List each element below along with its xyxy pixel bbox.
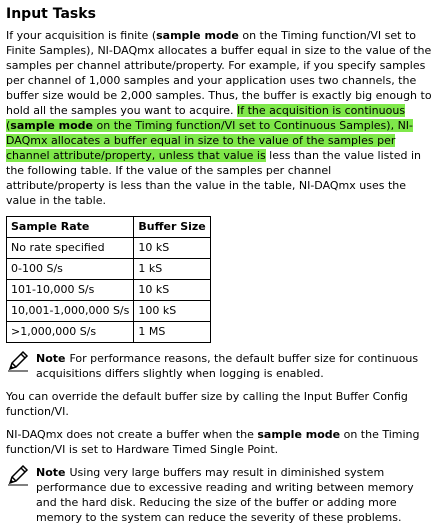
para1-text-d: less than the value listed in the following table. If the value of the samples per channel attribute/property is less than the value in the table, NI-DAQmx uses the value in the table. (6, 149, 421, 207)
table-row (7, 280, 211, 301)
table-row (7, 301, 211, 322)
header-sample-rate: Sample Rate (7, 217, 134, 238)
para3-text-c: on the Timing function/VI is set to Hardware Timed Single Point. (6, 428, 420, 456)
table-row (7, 322, 211, 343)
highlight-text-2: on the Timing function/VI set to Continuous Samples), NI-DAQmx allocates a buffer equal in size to the value of the samples per channel attribute/property, unless that value is (6, 119, 414, 162)
cell-buffer-size: 1 kS (134, 259, 210, 280)
para3-bold-sample-mode: sample mode (257, 428, 341, 441)
cell-sample-rate: No rate specified (7, 238, 134, 259)
note-body: Using very large buffers may result in diminished system performance due to excessive reading and writing between memory and the hard disk. Reducing the size of the buffer or adding more memory to the system can reduce the severity of these problems. (36, 466, 414, 524)
finite-continuous-paragraph (6, 28, 433, 208)
cell-sample-rate: 101-10,000 S/s (7, 280, 134, 301)
highlight-bold-sample-mode: sample mode (10, 119, 94, 132)
header-buffer-size: Buffer Size (134, 217, 210, 238)
table-header-row (7, 217, 211, 238)
note-large-buffers-text (36, 465, 433, 525)
buffer-size-table (6, 216, 211, 343)
highlight-text-1: If the acquisition is continuous ( (6, 104, 406, 132)
note-large-buffers (6, 465, 433, 525)
para3-text-a: NI-DAQmx does not create a buffer when the (6, 428, 258, 441)
cell-sample-rate: 10,001-1,000,000 S/s (7, 301, 134, 322)
note-body: For performance reasons, the default buffer size for continuous acquisitions differs slightly when logging is enabled. (36, 352, 419, 380)
cell-buffer-size: 10 kS (134, 280, 210, 301)
cell-sample-rate: >1,000,000 S/s (7, 322, 134, 343)
cell-buffer-size: 1 MS (134, 322, 210, 343)
note-logging-text (36, 351, 433, 381)
para1-text-a: If your acquisition is finite ( (6, 29, 157, 42)
cell-buffer-size: 100 kS (134, 301, 210, 322)
override-paragraph: You can override the default buffer size by calling the Input Buffer Config function/VI. (6, 390, 408, 418)
cell-buffer-size: 10 kS (134, 238, 210, 259)
para1-text-c: on the Timing function/VI set to Finite Samples), NI-DAQmx allocates a buffer equal in size to the value of the samples per channel attribute/property. For example, if you specify samples per channel of 1,000 samples and your application uses two channels, the buffer size would be 2,000 samples. Thus, the buffer is exactly big enough to hold all the samples you want to acquire. (6, 29, 432, 117)
page-title: Input Tasks (6, 6, 96, 22)
note-label: Note (36, 352, 66, 365)
cell-sample-rate: 0-100 S/s (7, 259, 134, 280)
para1-bold-sample-mode: sample mode (156, 29, 239, 42)
table-row (7, 259, 211, 280)
note-pencil-icon (6, 463, 30, 487)
note-label: Note (36, 466, 66, 479)
note-pencil-icon (6, 349, 30, 373)
single-point-paragraph (6, 427, 433, 457)
table-row (7, 238, 211, 259)
note-logging (6, 351, 433, 381)
